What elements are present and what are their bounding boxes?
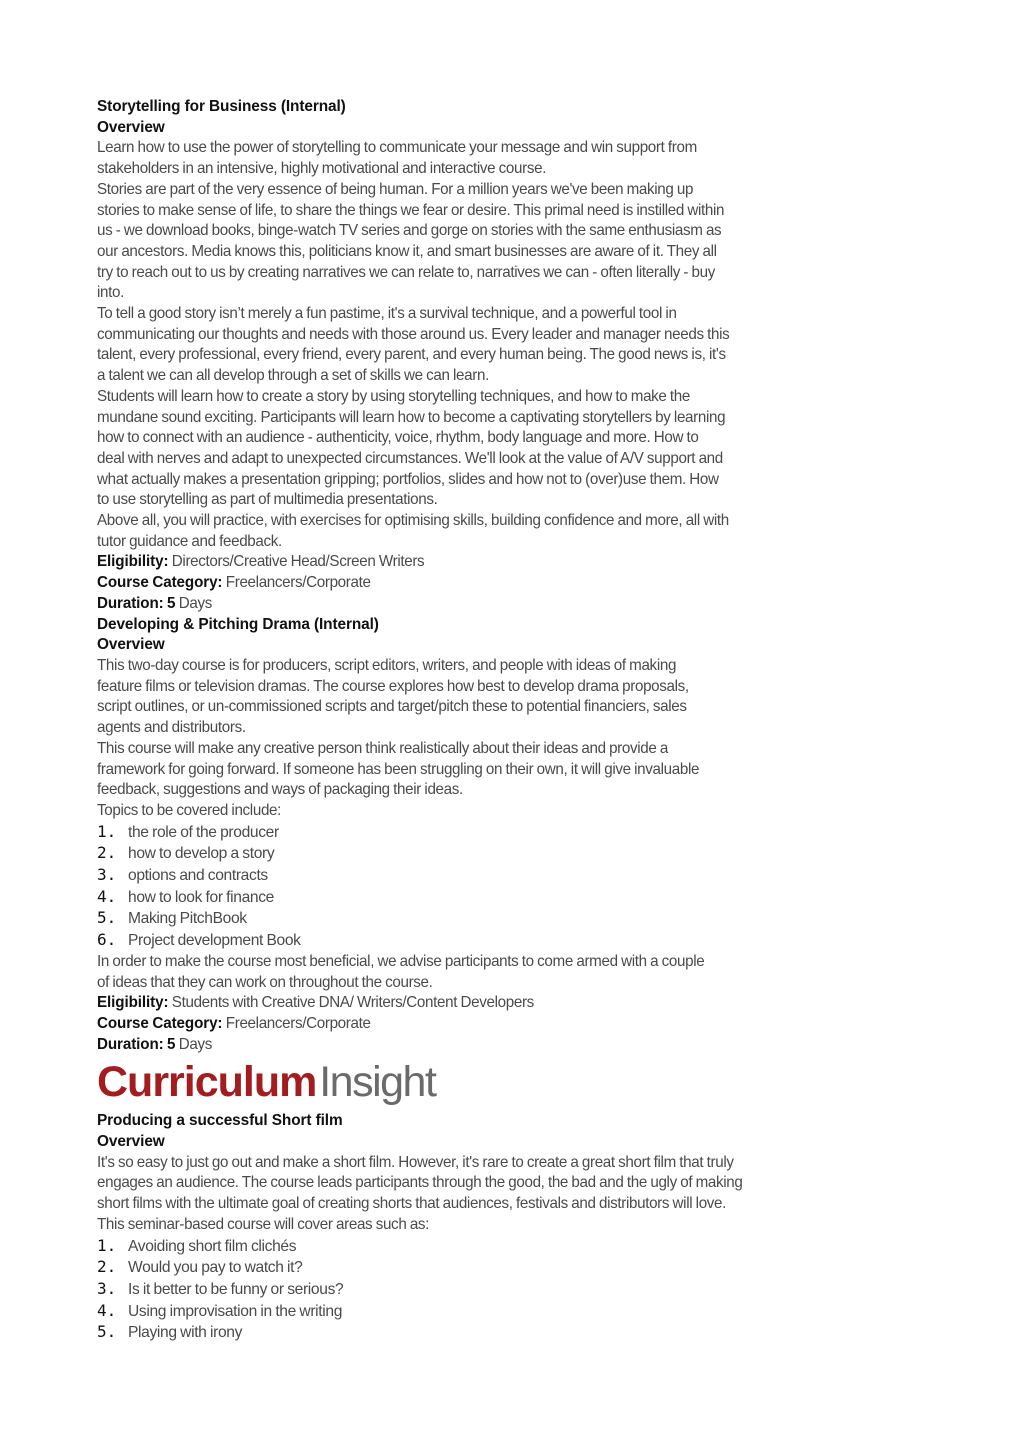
paragraph bbox=[97, 304, 857, 387]
text-line: feature films or television dramas. The course explores how best to develop drama proposals, bbox=[97, 677, 689, 695]
course-storytelling bbox=[97, 97, 857, 615]
section-heading bbox=[97, 1057, 857, 1107]
document-page bbox=[97, 97, 857, 1344]
list-text: options and contracts bbox=[128, 867, 268, 885]
text-line: deal with nerves and adapt to unexpected circumstances. We'll look at the value of A/V support and bbox=[97, 449, 723, 467]
list-text: Is it better to be funny or serious? bbox=[128, 1280, 344, 1298]
paragraph bbox=[97, 801, 857, 822]
duration-label: Duration: bbox=[97, 1035, 164, 1053]
heading-primary: Curriculum bbox=[97, 1058, 317, 1107]
duration-unit: Days bbox=[178, 594, 213, 612]
list-item bbox=[97, 1301, 857, 1323]
eligibility-row bbox=[97, 993, 837, 1014]
overview-label: Overview bbox=[97, 636, 165, 654]
duration-value: 5 bbox=[167, 1035, 176, 1053]
list-item bbox=[97, 908, 857, 930]
text-line: framework for going forward. If someone has been struggling on their own, it will give invaluable bbox=[97, 760, 700, 778]
duration-unit: Days bbox=[178, 1035, 213, 1053]
course-title: Producing a successful Short film bbox=[97, 1112, 343, 1130]
list-text: Would you pay to watch it? bbox=[128, 1259, 303, 1277]
text-line: how to connect with an audience - authenticity, voice, rhythm, body language and more. How to bbox=[97, 429, 699, 447]
text-line: feedback, suggestions and ways of packaging their ideas. bbox=[97, 781, 463, 799]
list-item bbox=[97, 1322, 857, 1344]
category-row bbox=[97, 1014, 837, 1035]
text-line: Above all, you will practice, with exercises for optimising skills, building confidence and more, all with bbox=[97, 512, 729, 530]
text-line: Learn how to use the power of storytelling to communicate your message and win support from bbox=[97, 139, 697, 157]
course-pitching-drama bbox=[97, 615, 857, 1056]
list-number: 4. bbox=[97, 1300, 117, 1320]
list-item bbox=[97, 887, 857, 909]
topics-list bbox=[97, 822, 857, 952]
list-item bbox=[97, 1236, 857, 1258]
category-label: Course Category: bbox=[97, 574, 223, 592]
category-value: Freelancers/Corporate bbox=[225, 1014, 371, 1032]
text-line: communicating our thoughts and needs with those around us. Every leader and manager needs this bbox=[97, 325, 730, 343]
text-line: a talent we can all develop through a set of skills we can learn. bbox=[97, 367, 489, 385]
text-line: This course will make any creative person think realistically about their ideas and provide a bbox=[97, 739, 669, 757]
text-line: In order to make the course most beneficial, we advise participants to come armed with a couple bbox=[97, 952, 705, 970]
list-number: 1. bbox=[97, 821, 117, 841]
duration-label: Duration: bbox=[97, 594, 164, 612]
list-text: Avoiding short film clichés bbox=[128, 1237, 297, 1255]
paragraph bbox=[97, 180, 857, 304]
list-number: 2. bbox=[97, 1257, 117, 1277]
heading-secondary: Insight bbox=[319, 1058, 436, 1107]
list-item bbox=[97, 843, 857, 865]
text-line: talent, every professional, every friend, every parent, and every human being. The good news is, it's bbox=[97, 346, 726, 364]
duration-value: 5 bbox=[167, 594, 176, 612]
eligibility-value: Students with Creative DNA/ Writers/Content Developers bbox=[171, 994, 534, 1012]
overview-label: Overview bbox=[97, 1133, 165, 1151]
eligibility-label: Eligibility: bbox=[97, 553, 169, 571]
list-text: Using improvisation in the writing bbox=[128, 1302, 343, 1320]
text-line: us - we download books, binge-watch TV series and gorge on stories with the same enthusiasm as bbox=[97, 222, 722, 240]
text-line: It's so easy to just go out and make a short film. However, it's rare to create a great short film that truly bbox=[97, 1153, 734, 1171]
category-value: Freelancers/Corporate bbox=[225, 574, 371, 592]
text-line: stories to make sense of life, to share the things we fear or desire. This primal need is instilled within bbox=[97, 201, 725, 219]
list-number: 3. bbox=[97, 865, 117, 885]
text-line: This seminar-based course will cover areas such as: bbox=[97, 1215, 430, 1233]
paragraph bbox=[97, 138, 857, 179]
list-item bbox=[97, 1279, 857, 1301]
duration-row bbox=[97, 594, 837, 615]
topics-list bbox=[97, 1236, 857, 1345]
text-line: script outlines, or un-commissioned scripts and target/pitch these to potential financiers, sales bbox=[97, 698, 687, 716]
list-text: Project development Book bbox=[128, 932, 301, 950]
text-line: tutor guidance and feedback. bbox=[97, 532, 282, 550]
list-item bbox=[97, 1257, 857, 1279]
text-line: To tell a good story isn’t merely a fun pastime, it's a survival technique, and a powerful tool in bbox=[97, 305, 677, 323]
list-number: 1. bbox=[97, 1235, 117, 1255]
list-text: Making PitchBook bbox=[128, 910, 247, 928]
list-text: Playing with irony bbox=[128, 1324, 243, 1342]
course-short-film bbox=[97, 1111, 857, 1344]
text-line: try to reach out to us by creating narratives we can relate to, narratives we can - often literally - buy bbox=[97, 263, 716, 281]
text-line: to use storytelling as part of multimedia presentations. bbox=[97, 491, 438, 509]
text-line: engages an audience. The course leads participants through the good, the bad and the ugly of making bbox=[97, 1174, 743, 1192]
list-item bbox=[97, 865, 857, 887]
paragraph bbox=[97, 1153, 857, 1215]
text-line: of ideas that they can work on throughout the course. bbox=[97, 973, 433, 991]
text-line: This two-day course is for producers, script editors, writers, and people with ideas of making bbox=[97, 656, 677, 674]
text-line: Topics to be covered include: bbox=[97, 801, 282, 819]
list-number: 2. bbox=[97, 843, 117, 863]
list-text: how to look for finance bbox=[128, 888, 274, 906]
list-number: 3. bbox=[97, 1278, 117, 1298]
text-line: short films with the ultimate goal of creating shorts that audiences, festivals and distributors will love. bbox=[97, 1195, 727, 1213]
paragraph bbox=[97, 739, 857, 801]
text-line: agents and distributors. bbox=[97, 719, 246, 737]
course-title: Developing & Pitching Drama (Internal) bbox=[97, 615, 379, 633]
text-line: mundane sound exciting. Participants will learn how to become a captivating storytellers by learning bbox=[97, 408, 726, 426]
paragraph bbox=[97, 952, 857, 993]
overview-label: Overview bbox=[97, 118, 165, 136]
text-line: stakeholders in an intensive, highly motivational and interactive course. bbox=[97, 160, 547, 178]
eligibility-value: Directors/Creative Head/Screen Writers bbox=[171, 553, 425, 571]
text-line: Stories are part of the very essence of being human. For a million years we've been making up bbox=[97, 180, 694, 198]
category-row bbox=[97, 573, 837, 594]
paragraph bbox=[97, 387, 857, 511]
category-label: Course Category: bbox=[97, 1014, 223, 1032]
text-line: our ancestors. Media knows this, politicians know it, and smart businesses are aware of it. They all bbox=[97, 242, 717, 260]
paragraph bbox=[97, 656, 857, 739]
eligibility-label: Eligibility: bbox=[97, 994, 169, 1012]
list-text: the role of the producer bbox=[128, 823, 279, 841]
paragraph bbox=[97, 1215, 857, 1236]
course-title: Storytelling for Business (Internal) bbox=[97, 98, 346, 115]
list-number: 5. bbox=[97, 1322, 117, 1342]
list-number: 4. bbox=[97, 886, 117, 906]
list-number: 5. bbox=[97, 908, 117, 928]
list-item bbox=[97, 930, 857, 952]
list-number: 6. bbox=[97, 930, 117, 950]
text-line: what actually makes a presentation gripping; portfolios, slides and how not to (over)use them. How bbox=[97, 470, 719, 488]
eligibility-row bbox=[97, 552, 837, 573]
duration-row bbox=[97, 1035, 837, 1056]
paragraph bbox=[97, 511, 857, 552]
text-line: Students will learn how to create a story by using storytelling techniques, and how to make the bbox=[97, 387, 691, 405]
text-line: into. bbox=[97, 284, 125, 302]
list-item bbox=[97, 822, 857, 844]
list-text: how to develop a story bbox=[128, 845, 275, 863]
